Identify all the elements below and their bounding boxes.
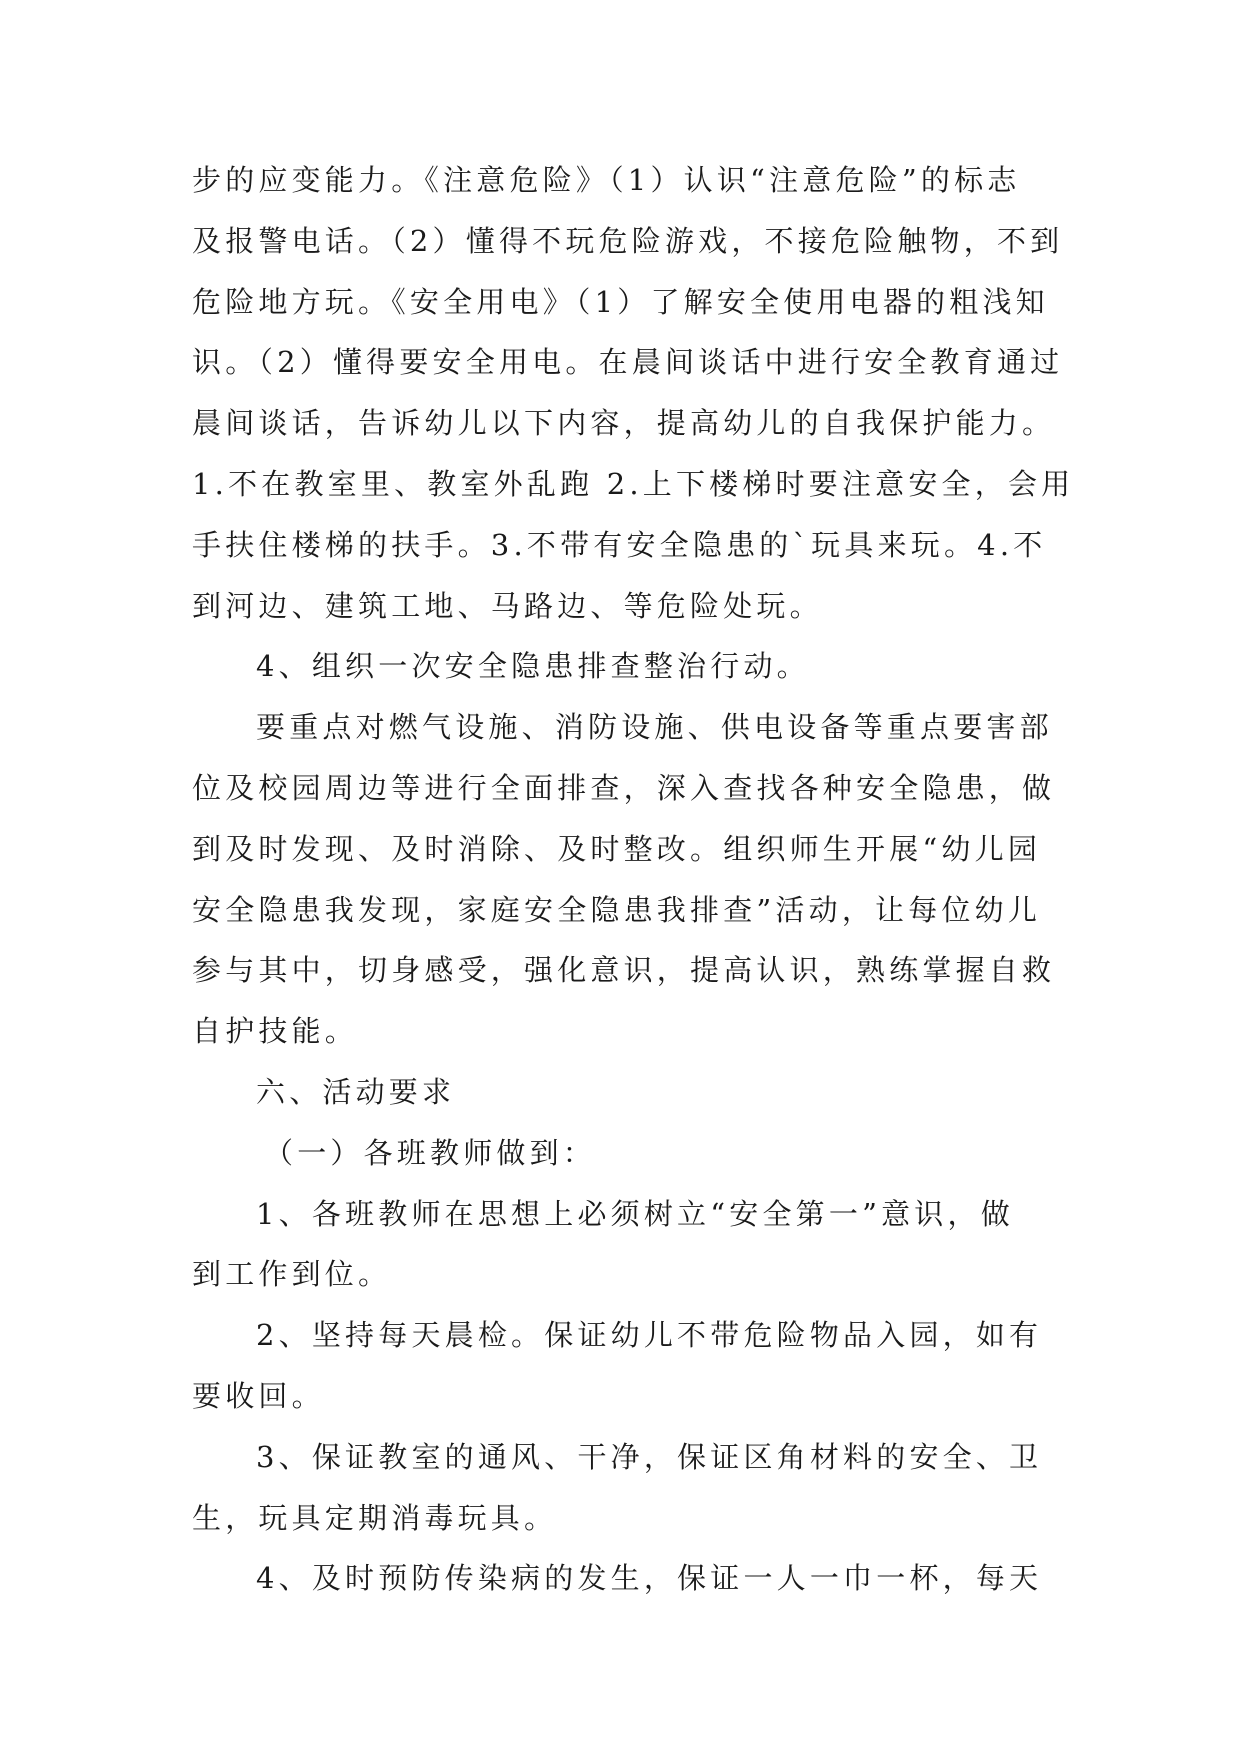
body-line: 到及时发现、及时消除、及时整改。组织师生开展“幼儿园 — [192, 831, 1042, 866]
body-line: 2、坚持每天晨检。保证幼儿不带危险物品入园，如有 — [256, 1318, 1043, 1353]
body-line: 到河边、建筑工地、马路边、等危险处玩。 — [192, 588, 823, 623]
body-line: 参与其中，切身感受，强化意识，提高认识，熟练掌握自救 — [192, 953, 1056, 988]
body-line: 手扶住楼梯的扶手。3.不带有安全隐患的`玩具来玩。4.不 — [192, 527, 1047, 562]
document-body — [192, 150, 1075, 1609]
body-line: 4、及时预防传染病的发生，保证一人一巾一杯，每天 — [256, 1561, 1043, 1596]
body-line: 及报警电话。（2）懂得不玩危险游戏，不接危险触物，不到 — [192, 223, 1064, 258]
body-line: 步的应变能力。《注意危险》（1）认识“注意危险”的标志 — [192, 163, 1021, 197]
body-line: 要重点对燃气设施、消防设施、供电设备等重点要害部 — [256, 710, 1053, 745]
body-line: 识。（2）懂得要安全用电。在晨间谈话中进行安全教育通过 — [192, 345, 1064, 380]
body-line: 生，玩具定期消毒玩具。 — [192, 1500, 558, 1535]
body-line: 1、各班教师在思想上必须树立“安全第一”意识，做 — [256, 1196, 1014, 1231]
body-line: 1.不在教室里、教室外乱跑 2.上下楼梯时要注意安全，会用 — [192, 466, 1075, 501]
body-line: 自护技能。 — [192, 1014, 359, 1049]
body-line: 4、组织一次安全隐患排查整治行动。 — [256, 649, 810, 684]
body-line: 3、保证教室的通风、干净，保证区角材料的安全、卫 — [256, 1439, 1043, 1474]
section-heading: 六、活动要求 — [256, 1074, 456, 1109]
body-line: 危险地方玩。《安全用电》（1）了解安全使用电器的粗浅知 — [192, 284, 1049, 319]
body-line: 位及校园周边等进行全面排查，深入查找各种安全隐患，做 — [192, 770, 1056, 805]
subsection-heading: （一）各班教师做到： — [264, 1135, 597, 1170]
body-line: 晨间谈话，告诉幼儿以下内容，提高幼儿的自我保护能力。 — [192, 406, 1056, 441]
body-line: 到工作到位。 — [192, 1257, 392, 1292]
body-line: 安全隐患我发现，家庭安全隐患我排查”活动，让每位幼儿 — [192, 892, 1042, 927]
body-line: 要收回。 — [192, 1378, 325, 1413]
